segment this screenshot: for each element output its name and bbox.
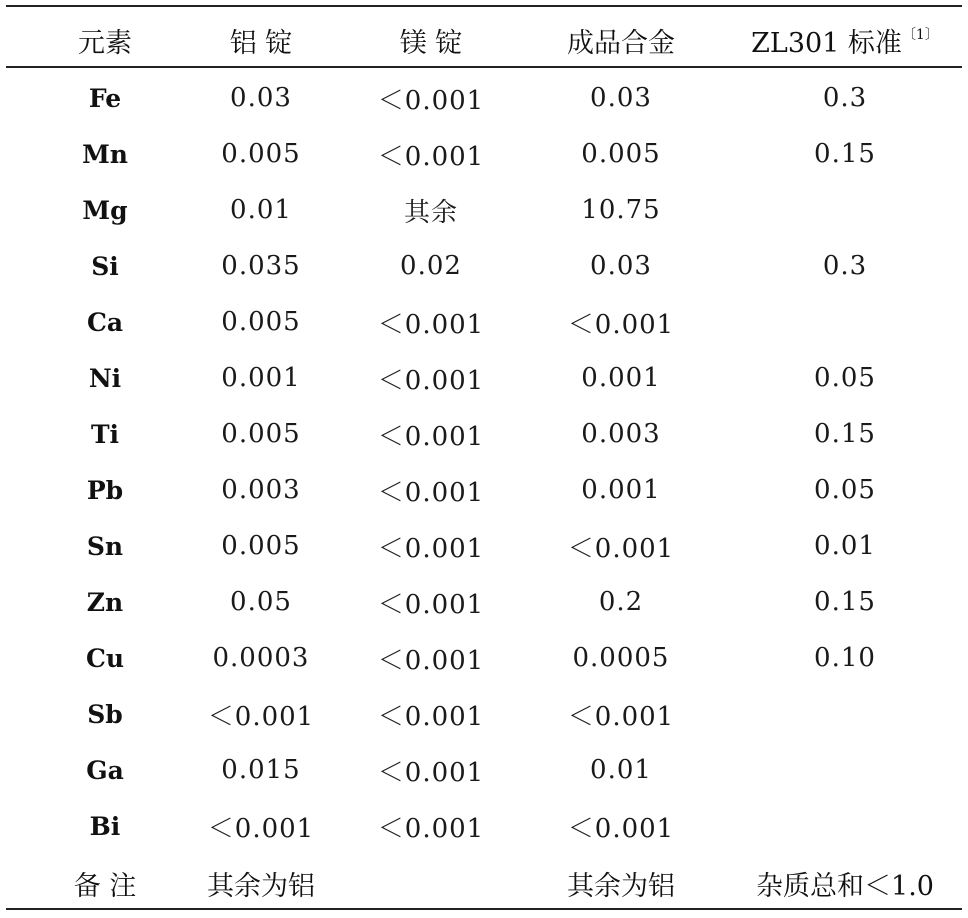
- mg-ingot-cell: ＜0.001: [377, 85, 485, 116]
- mg-ingot-cell: ＜0.001: [377, 477, 485, 508]
- standard-cell: [740, 294, 950, 350]
- table-row: [6, 294, 962, 350]
- table-row: [6, 686, 962, 742]
- element-cell: Bi: [89, 811, 121, 841]
- alloy-cell: 0.005: [581, 139, 661, 169]
- table-row: [6, 70, 962, 126]
- al-ingot-cell: 0.003: [221, 475, 301, 505]
- table-row: [6, 238, 962, 294]
- al-ingot-cell: 0.001: [221, 363, 301, 393]
- table-row: [6, 182, 962, 238]
- alloy-cell: 0.03: [590, 83, 652, 113]
- mg-ingot-cell: 其余: [403, 197, 458, 228]
- mg-ingot-cell: 0.02: [400, 251, 462, 281]
- alloy-cell: 0.001: [581, 475, 661, 505]
- header-rule: [6, 66, 962, 68]
- alloy-cell: ＜0.001: [567, 309, 675, 340]
- element-cell: Mn: [82, 139, 128, 169]
- element-cell: Sb: [87, 699, 123, 729]
- table-row: [6, 406, 962, 462]
- element-cell: Cu: [85, 643, 125, 673]
- mg-ingot-cell: ＜0.001: [377, 533, 485, 564]
- header-al-ingot: 铝 锭: [229, 27, 293, 59]
- bottom-rule: [6, 908, 962, 910]
- al-ingot-cell: 0.005: [221, 419, 301, 449]
- mg-ingot-cell: ＜0.001: [377, 645, 485, 676]
- header-standard-label: ZL301 标准: [751, 27, 902, 59]
- mg-ingot-cell: ＜0.001: [377, 813, 485, 844]
- remarks-std: 杂质总和＜1.0: [756, 870, 934, 902]
- alloy-cell: 0.03: [590, 251, 652, 281]
- header-standard-ref: 〔1〕: [901, 27, 939, 43]
- element-cell: Ca: [86, 307, 124, 337]
- element-cell: Pb: [86, 475, 124, 505]
- mg-ingot-cell: ＜0.001: [377, 701, 485, 732]
- standard-cell: 0.01: [814, 531, 876, 561]
- remarks-mg: [346, 855, 516, 911]
- al-ingot-cell: 0.005: [221, 531, 301, 561]
- al-ingot-cell: 0.015: [221, 755, 301, 785]
- element-cell: Ti: [90, 419, 120, 449]
- al-ingot-cell: 0.0003: [212, 643, 310, 673]
- standard-cell: 0.3: [822, 251, 868, 281]
- mg-ingot-cell: ＜0.001: [377, 309, 485, 340]
- element-cell: Ni: [88, 363, 122, 393]
- standard-cell: 0.3: [822, 83, 868, 113]
- standard-cell: 0.05: [814, 363, 876, 393]
- al-ingot-cell: ＜0.001: [207, 813, 315, 844]
- al-ingot-cell: 0.01: [230, 195, 292, 225]
- remarks-row: [6, 855, 962, 911]
- al-ingot-cell: 0.03: [230, 83, 292, 113]
- alloy-cell: 10.75: [581, 195, 661, 225]
- mg-ingot-cell: ＜0.001: [377, 141, 485, 172]
- element-cell: Mg: [82, 195, 128, 225]
- element-cell: Zn: [86, 587, 124, 617]
- standard-cell: 0.10: [814, 643, 876, 673]
- alloy-cell: ＜0.001: [567, 813, 675, 844]
- table-row: [6, 574, 962, 630]
- alloy-cell: 0.01: [590, 755, 652, 785]
- table-row: [6, 630, 962, 686]
- standard-cell: 0.15: [814, 587, 876, 617]
- remarks-al: 其余为铝: [207, 870, 315, 902]
- standard-cell: [740, 742, 950, 798]
- standard-cell: 0.15: [814, 419, 876, 449]
- al-ingot-cell: 0.005: [221, 307, 301, 337]
- al-ingot-cell: 0.05: [230, 587, 292, 617]
- header-element: 元素: [78, 27, 132, 59]
- alloy-cell: 0.2: [598, 587, 644, 617]
- element-cell: Si: [91, 251, 119, 281]
- table-row: [6, 518, 962, 574]
- element-cell: Sn: [86, 531, 124, 561]
- mg-ingot-cell: ＜0.001: [377, 589, 485, 620]
- table-row: [6, 350, 962, 406]
- remarks-alloy: 其余为铝: [567, 870, 675, 902]
- table-row: [6, 742, 962, 798]
- al-ingot-cell: 0.005: [221, 139, 301, 169]
- header-row: [6, 12, 962, 68]
- mg-ingot-cell: ＜0.001: [377, 421, 485, 452]
- header-mg-ingot: 镁 锭: [399, 27, 463, 59]
- standard-cell: [740, 182, 950, 238]
- standard-cell: [740, 798, 950, 854]
- header-alloy: 成品合金: [567, 27, 675, 59]
- table-row: [6, 126, 962, 182]
- top-rule: [6, 5, 962, 7]
- alloy-cell: 0.0005: [572, 643, 670, 673]
- alloy-cell: ＜0.001: [567, 701, 675, 732]
- standard-cell: 0.05: [814, 475, 876, 505]
- standard-cell: [740, 686, 950, 742]
- alloy-cell: 0.001: [581, 363, 661, 393]
- header-standard: [740, 12, 950, 68]
- table-row: [6, 462, 962, 518]
- table-row: [6, 798, 962, 854]
- remarks-label: 备 注: [73, 870, 137, 902]
- al-ingot-cell: 0.035: [221, 251, 301, 281]
- mg-ingot-cell: ＜0.001: [377, 365, 485, 396]
- standard-cell: 0.15: [814, 139, 876, 169]
- alloy-cell: ＜0.001: [567, 533, 675, 564]
- element-cell: Ga: [86, 755, 124, 785]
- element-cell: Fe: [88, 83, 122, 113]
- mg-ingot-cell: ＜0.001: [377, 757, 485, 788]
- alloy-cell: 0.003: [581, 419, 661, 449]
- al-ingot-cell: ＜0.001: [207, 701, 315, 732]
